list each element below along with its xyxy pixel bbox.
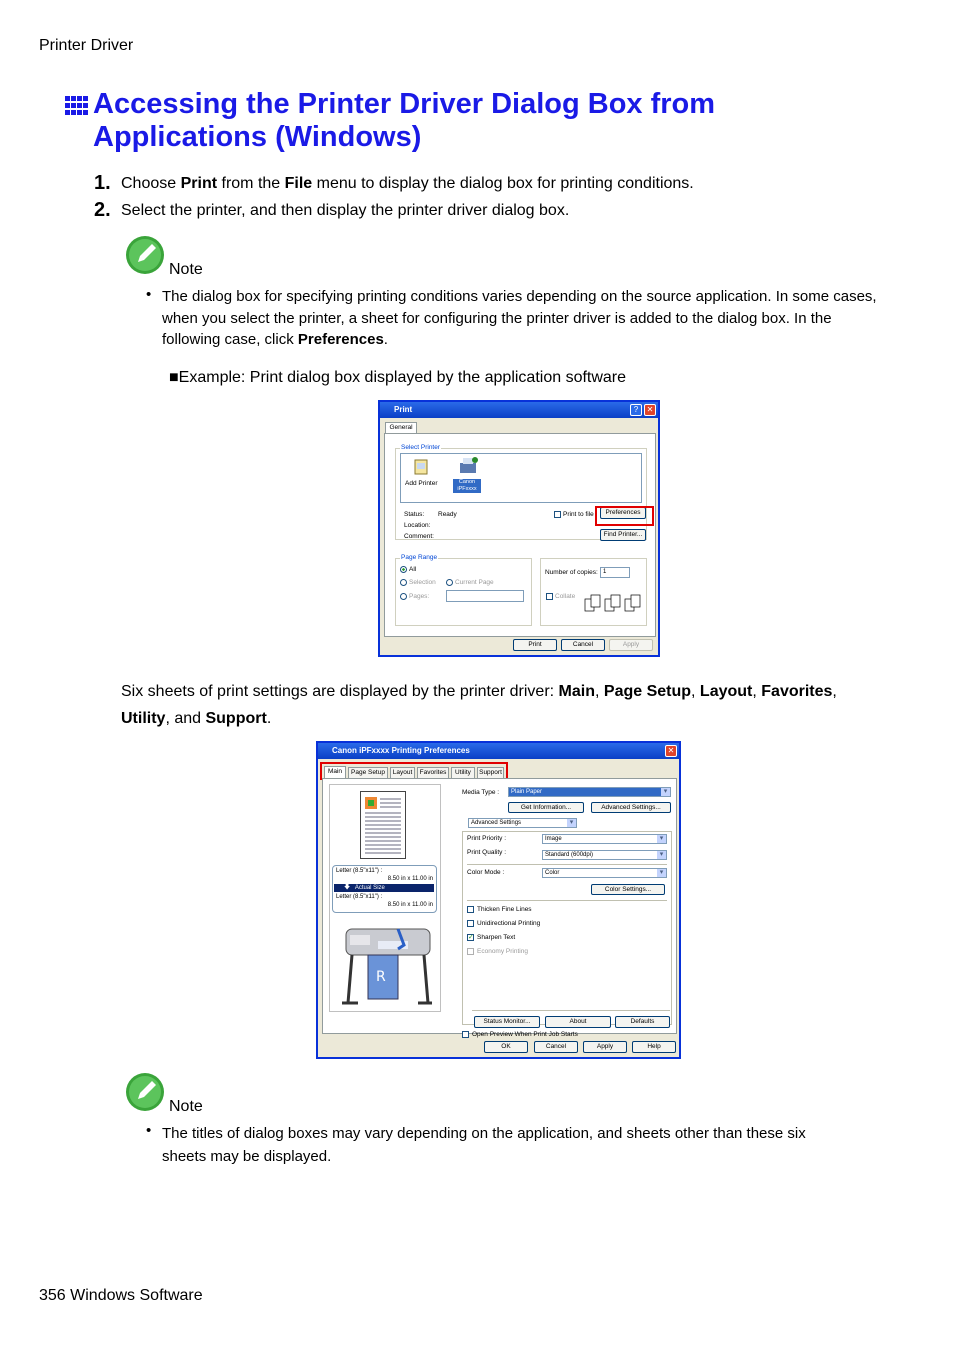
note-2-bullet-dot: •: [146, 1122, 152, 1139]
print-button[interactable]: Print: [513, 639, 557, 651]
cancel-button[interactable]: Cancel: [534, 1041, 578, 1053]
page-header: Printer Driver: [39, 37, 134, 54]
down-arrow-icon: 🡇: [344, 885, 351, 891]
pages-radio[interactable]: [400, 593, 407, 600]
add-printer-icon: [413, 458, 431, 476]
media-type-dropdown[interactable]: Plain Paper ▾: [508, 787, 671, 797]
cancel-button[interactable]: Cancel: [561, 639, 605, 651]
section-grid-icon: [65, 96, 88, 116]
pages-input[interactable]: [446, 590, 524, 602]
preferences-title: Canon iPFxxxx Printing Preferences: [332, 746, 470, 755]
step-1-number: 1.: [94, 172, 111, 194]
all-radio[interactable]: [400, 566, 407, 573]
paper1-label: Letter (8.5"x11") :: [336, 868, 383, 874]
find-printer-button[interactable]: Find Printer...: [600, 529, 646, 541]
print-dialog-screenshot: [378, 400, 660, 657]
close-icon[interactable]: ✕: [665, 745, 677, 757]
print-dialog-titlebar: [380, 402, 658, 418]
apply-button[interactable]: Apply: [583, 1041, 627, 1053]
step-2-text: Select the printer, and then display the printer driver dialog box.: [121, 202, 570, 219]
page-range-label: Page Range: [401, 554, 438, 561]
current-page-radio[interactable]: [446, 579, 453, 586]
advanced-settings-button[interactable]: Advanced Settings...: [591, 802, 671, 813]
paper1-value: 8.50 in x 11.00 in: [387, 876, 433, 882]
tab-favorites[interactable]: Favorites: [417, 767, 449, 778]
print-quality-label: Print Quality :: [467, 849, 507, 856]
pages-label: Pages:: [409, 593, 430, 600]
current-page-label: Current Page: [455, 579, 494, 586]
paper2-label: Letter (8.5"x11") :: [336, 894, 383, 900]
page-title: Accessing the Printer Driver Dialog Box from Applications (Windows): [93, 88, 716, 153]
advanced-settings-group: [462, 831, 672, 1025]
status-value: Ready: [438, 511, 457, 518]
example-caption: ■Example: Print dialog box displayed by the application software: [169, 369, 627, 386]
selection-radio[interactable]: [400, 579, 407, 586]
main-panel: [322, 778, 677, 1038]
copies-label: Number of copies:: [545, 569, 598, 576]
preferences-highlight: [595, 506, 654, 526]
select-printer-label: Select Printer: [401, 444, 441, 451]
defaults-button[interactable]: Defaults: [615, 1016, 670, 1028]
note-2-text: The titles of dialog boxes may vary depending on the application, and sheets other than these six sheets may be displayed.: [162, 1125, 806, 1165]
status-monitor-button[interactable]: Status Monitor...: [474, 1016, 540, 1028]
preferences-button[interactable]: Preferences: [600, 507, 646, 519]
size-info-box: [332, 865, 437, 913]
select-printer-group: [395, 444, 647, 540]
step-2-number: 2.: [94, 199, 111, 221]
selection-label: Selection: [409, 579, 436, 586]
color-mode-label: Color Mode :: [467, 869, 505, 876]
copies-input[interactable]: 1: [600, 567, 630, 578]
mode-dropdown[interactable]: Advanced Settings ▾: [468, 818, 577, 828]
tab-main[interactable]: Main: [324, 766, 346, 778]
tab-support[interactable]: Support: [477, 767, 504, 778]
divider: [467, 900, 667, 901]
copies-group: [540, 558, 647, 626]
print-quality-dropdown[interactable]: Standard (600dpi) ▾: [542, 850, 667, 860]
collate-label: Collate: [555, 593, 576, 600]
note-1-label: Note: [169, 261, 203, 278]
comment-label: Comment:: [404, 533, 434, 540]
preview-area: [329, 784, 441, 1012]
large-format-printer-icon: [338, 919, 434, 1007]
step-1-text: Choose Print from the File menu to display the dialog box for printing conditions.: [121, 175, 694, 192]
note-pencil-icon: [125, 235, 165, 275]
actual-size-row: [334, 884, 434, 892]
printer-list[interactable]: [400, 453, 642, 503]
page-preview-icon: [360, 791, 406, 859]
svg-text:R: R: [376, 969, 386, 985]
sharpen-label: Sharpen Text: [477, 934, 516, 941]
collate-pages-icon: [583, 594, 645, 614]
unidirectional-label: Unidirectional Printing: [477, 920, 541, 927]
collate-checkbox[interactable]: [546, 593, 553, 600]
print-priority-dropdown[interactable]: Image ▾: [542, 834, 667, 844]
economy-checkbox[interactable]: [467, 948, 474, 955]
color-settings-button[interactable]: Color Settings...: [591, 884, 665, 895]
page-range-group: [395, 554, 532, 626]
print-dialog-title: Print: [394, 405, 413, 414]
open-preview-checkbox[interactable]: [462, 1031, 469, 1038]
tab-utility[interactable]: Utility: [451, 767, 475, 778]
apply-button[interactable]: Apply: [609, 639, 653, 651]
actual-size-label: Actual Size: [354, 885, 385, 891]
add-printer-label[interactable]: Add Printer: [405, 480, 438, 487]
note-1-bullet-dot: •: [146, 286, 152, 303]
tab-layout[interactable]: Layout: [390, 767, 415, 778]
note-1-text: The dialog box for specifying printing conditions varies depending on the source application. In some cases, when you select the printer, a sheet for configuring the printer driver is added to the dialog box. In the following case, click Preferences.: [162, 288, 877, 348]
open-preview-label: Open Preview When Print Job Starts: [472, 1031, 578, 1038]
about-button[interactable]: About: [545, 1016, 611, 1028]
note-2-label: Note: [169, 1098, 203, 1115]
divider: [472, 1010, 670, 1011]
sheets-paragraph: Six sheets of print settings are displayed by the printer driver: Main, Page Setup, Layout, Favorites, Utility, and Support.: [121, 683, 837, 727]
tab-page-setup[interactable]: Page Setup: [348, 767, 388, 778]
economy-label: Economy Printing: [477, 948, 528, 955]
print-priority-label: Print Priority :: [467, 835, 507, 842]
close-icon[interactable]: ✕: [644, 404, 656, 416]
get-information-button[interactable]: Get Information...: [508, 802, 584, 813]
ok-button[interactable]: OK: [484, 1041, 528, 1053]
help-button[interactable]: Help: [632, 1041, 676, 1053]
unidirectional-checkbox[interactable]: [467, 920, 474, 927]
help-icon[interactable]: ?: [630, 404, 642, 416]
print-to-file-checkbox[interactable]: [554, 511, 561, 518]
paper2-value: 8.50 in x 11.00 in: [387, 902, 433, 908]
print-to-file-label: Print to file: [563, 511, 594, 518]
preferences-dialog-screenshot: [316, 741, 681, 1059]
color-mode-dropdown[interactable]: Color ▾: [542, 868, 667, 878]
sharpen-checkbox[interactable]: ✓: [468, 934, 474, 941]
thicken-checkbox[interactable]: [467, 906, 474, 913]
preferences-titlebar: [318, 743, 679, 759]
divider: [467, 864, 667, 865]
thicken-label: Thicken Fine Lines: [477, 906, 532, 913]
note-pencil-icon: [125, 1072, 165, 1112]
general-panel: [384, 433, 656, 637]
printer-icon: [457, 456, 479, 476]
media-type-label: Media Type :: [462, 789, 500, 796]
tab-general[interactable]: General: [385, 422, 417, 434]
all-label: All: [409, 566, 417, 573]
page-footer: 356 Windows Software: [39, 1287, 203, 1304]
printer-name[interactable]: Canon iPFxxxx: [453, 479, 481, 493]
location-label: Location:: [404, 522, 431, 529]
status-label: Status:: [404, 511, 425, 518]
